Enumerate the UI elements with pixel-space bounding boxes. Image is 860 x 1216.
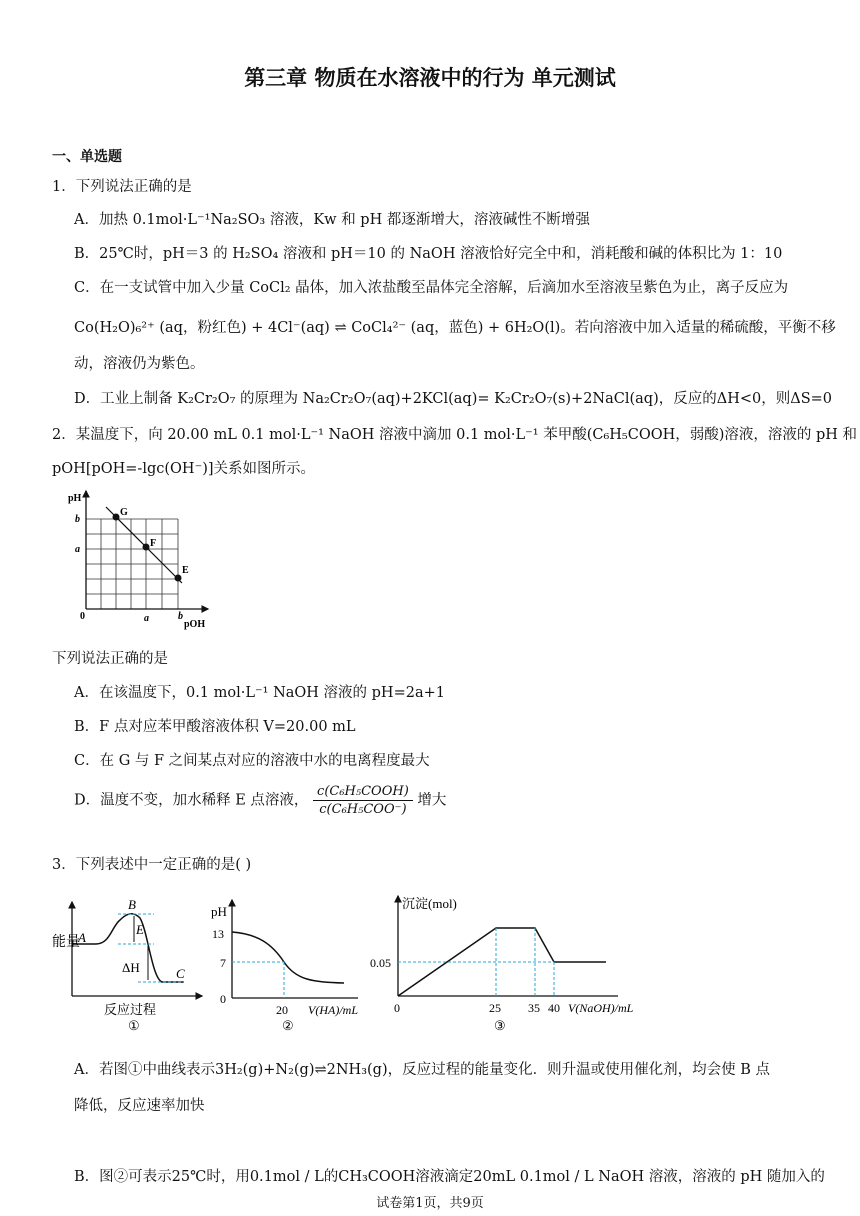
q2-ph-poh-figure [58,485,218,635]
q2-option-d-fraction [313,784,413,817]
q2-stem-line2: pOH[pOH=-lgc(OH⁻)]关系如图所示。 [52,461,316,477]
ppt-xlabel: V(NaOH)/mL [568,1001,634,1015]
q1-option-d: D．工业上制备 K₂Cr₂O₇ 的原理为 Na₂Cr₂O₇(aq)+2KCl(aq)= K₂Cr₂O₇(s)+2NaCl(aq)，反应的ΔH<0，则ΔS=0 [74,391,832,407]
q2-option-b: B．F 点对应苯甲酸溶液体积 V=20.00 mL [74,719,356,735]
label-g: G [120,507,128,518]
section-heading: 一、单选题 [52,149,122,165]
energy-label-dh: ΔH [122,960,140,975]
ppt-xtick-40: 40 [548,1001,560,1015]
ph-tick-7: 7 [220,956,226,970]
q1-stem: 1．下列说法正确的是 [52,179,192,195]
q1-option-b: B．25℃时，pH＝3 的 H₂SO₄ 溶液和 pH＝10 的 NaOH 溶液恰好完全中和，消耗酸和碱的体积比为 1：10 [74,246,783,262]
ppt-figure-number: ③ [494,1018,506,1032]
q3-energy-figure [50,892,210,1032]
q1-option-a: A．加热 0.1mol·L⁻¹Na₂SO₃ 溶液，Kw 和 pH 都逐渐增大，溶液碱性不断增强 [74,212,590,228]
energy-label-e: E [136,922,144,937]
q2-origin: 0 [80,611,85,622]
ppt-xtick-25: 25 [489,1001,501,1015]
ppt-ylabel: 沉淀(mol) [402,896,457,911]
q2-option-c: C．在 G 与 F 之间某点对应的溶液中水的电离程度最大 [74,753,430,769]
q2-xtick-a: a [144,613,149,624]
ph-xtick-20: 20 [276,1003,288,1017]
q2-tick-b: b [75,514,80,525]
q3-option-a-line2: 降低，反应速率加快 [74,1098,205,1114]
q2-stem-line1: 2．某温度下，向 20.00 mL 0.1 mol·L⁻¹ NaOH 溶液中滴加 0.1 mol·L⁻¹ 苯甲酸(C₆H₅COOH，弱酸)溶液，溶液的 pH 和 [52,427,858,443]
ph-xlabel: V(HA)/mL [308,1003,358,1017]
q3-option-a-line1: A．若图①中曲线表示3H₂(g)+N₂(g)⇌2NH₃(g)，反应过程的能量变化．则升温或使用催化剂，均会使 B 点 [74,1062,770,1078]
ph-tick-13: 13 [212,927,224,941]
q2-option-d-prefix: D．温度不变，加水稀释 E 点溶液， [74,792,309,809]
q2-xlabel: pOH [184,619,206,630]
q3-option-b-line1: B．图②可表示25℃时，用0.1mol / L的CH₃COOH溶液滴定20mL 0.1mol / L NaOH 溶液，溶液的 pH 随加入的 [74,1169,825,1185]
energy-xlabel: 反应过程 [104,1002,157,1017]
point-f [143,544,150,551]
energy-label-b: B [128,897,136,912]
page-footer: 试卷第1页，共9页 [376,1196,484,1211]
energy-figure-number: ① [128,1018,140,1032]
label-f: F [150,538,157,549]
ph-ylabel: pH [211,904,227,919]
fraction-denominator: c(C₆H₅COO⁻) [319,802,407,817]
ph-curve [232,932,344,983]
ppt-tick-005: 0.05 [370,956,391,970]
q3-precipitate-figure [368,892,658,1032]
q2-tick-a: a [75,544,80,555]
ph-figure-number: ② [282,1018,294,1032]
q2-ask: 下列说法正确的是 [52,651,168,667]
q3-ph-figure [208,892,383,1032]
label-e: E [182,565,189,576]
q2-xtick-b: b [178,611,183,622]
q2-option-d [74,784,446,817]
page-title: 第三章 物质在水溶液中的行为 单元测试 [244,66,616,90]
ph-tick-0: 0 [220,992,226,1006]
energy-label-c: C [176,966,185,981]
q3-stem: 3．下列表述中一定正确的是( ) [52,857,252,873]
point-e [175,575,182,582]
q2-ylabel: pH [68,493,82,504]
q2-option-d-suffix: 增大 [417,792,447,809]
q1-option-c-line1: C．在一支试管中加入少量 CoCl₂ 晶体，加入浓盐酸至晶体完全溶解，后滴加水至溶液呈紫色为止，离子反应为 [74,280,789,296]
ppt-xtick-35: 35 [528,1001,540,1015]
q1-option-c-line2: Co(H₂O)₆²⁺ (aq，粉红色) + 4Cl⁻(aq) ⇌ CoCl₄²⁻ (aq，蓝色) + 6H₂O(l)。若向溶液中加入适量的稀硫酸，平衡不移 [74,320,836,336]
ppt-tick-0: 0 [394,1001,400,1015]
fraction-numerator: c(C₆H₅COOH) [313,784,413,801]
energy-ylabel-1: 能量 [52,935,80,950]
point-g [113,514,120,521]
energy-label-a: A [78,930,86,945]
q1-option-c-line3: 动，溶液仍为紫色。 [74,356,205,372]
q2-option-a: A．在该温度下，0.1 mol·L⁻¹ NaOH 溶液的 pH=2a+1 [74,685,445,701]
